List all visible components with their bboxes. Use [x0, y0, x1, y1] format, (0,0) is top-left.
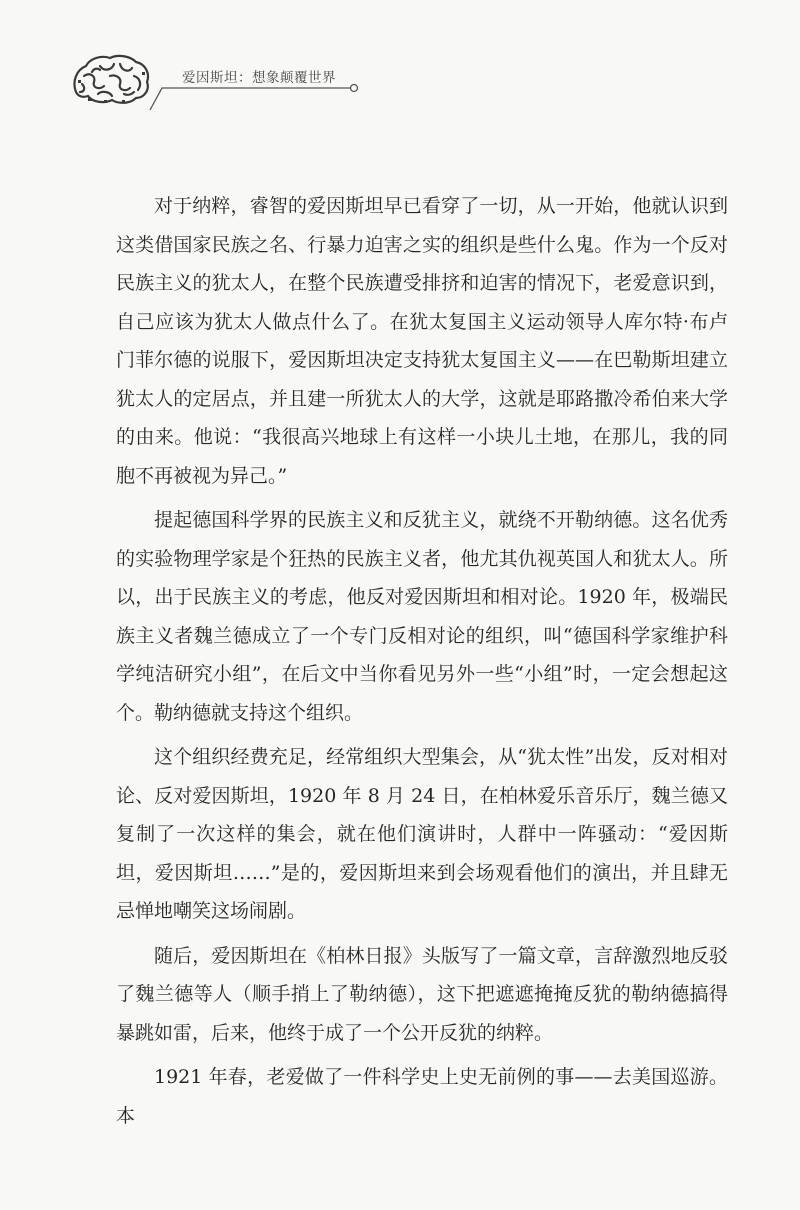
paragraph: 对于纳粹，睿智的爱因斯坦早已看穿了一切，从一开始，他就认识到这类借国家民族之名、行暴力迫害之实的组织是些什么鬼。作为一个反对民族主义的犹太人，在整个民族遭受排挤和迫害的情况下，老爱意识到，自己应该为犹太人做点什么了。在犹太复国主义运动领导人库尔特·布卢门菲尔德的说服下，爱因斯坦决定支持犹太复国主义——在巴勒斯坦建立犹太人的定居点，并且建一所犹太人的大学，这就是耶路撒冷希伯来大学的由来。他说：“我很高兴地球上有这样一小块儿土地，在那儿，我的同胞不再被视为异己。”: [116, 195, 728, 487]
running-title: 爱因斯坦：想象颠覆世界: [182, 70, 336, 86]
paragraph: 这个组织经费充足，经常组织大型集会，从“犹太性”出发，反对相对论、反对爱因斯坦，1920 年 8 月 24 日，在柏林爱乐音乐厅，魏兰德又复制了一次这样的集会，就在他们演讲时，人群中一阵骚动：“爱因斯坦，爱因斯坦……”是的，爱因斯坦来到会场观看他们的演出，并且肆无忌惮地嘲笑这场闹剧。: [116, 746, 728, 922]
paragraph: 提起德国科学界的民族主义和反犹主义，就绕不开勒纳德。这名优秀的实验物理学家是个狂热的民族主义者，他尤其仇视英国人和犹太人。所以，出于民族主义的考虑，他反对爱因斯坦和相对论。1920 年，极端民族主义者魏兰德成立了一个专门反相对论的组织，叫“德国科学家维护科学纯洁研究小组”，在后文中当你看见另外一些“小组”时，一定会想起这个。勒纳德就支持这个组织。: [116, 509, 728, 724]
paragraph: 1921 年春，老爱做了一件科学史上史无前例的事——去美国巡游。本: [116, 1066, 728, 1127]
header-rule: [0, 0, 800, 130]
page-header: [0, 0, 800, 130]
paragraph: 随后，爱因斯坦在《柏林日报》头版写了一篇文章，言辞激烈地反驳了魏兰德等人（顺手捎上了勒纳德），这下把遮遮掩掩反犹的勒纳德搞得暴跳如雷，后来，他终于成了一个公开反犹的纳粹。: [116, 944, 728, 1044]
body-text: [116, 187, 728, 1141]
